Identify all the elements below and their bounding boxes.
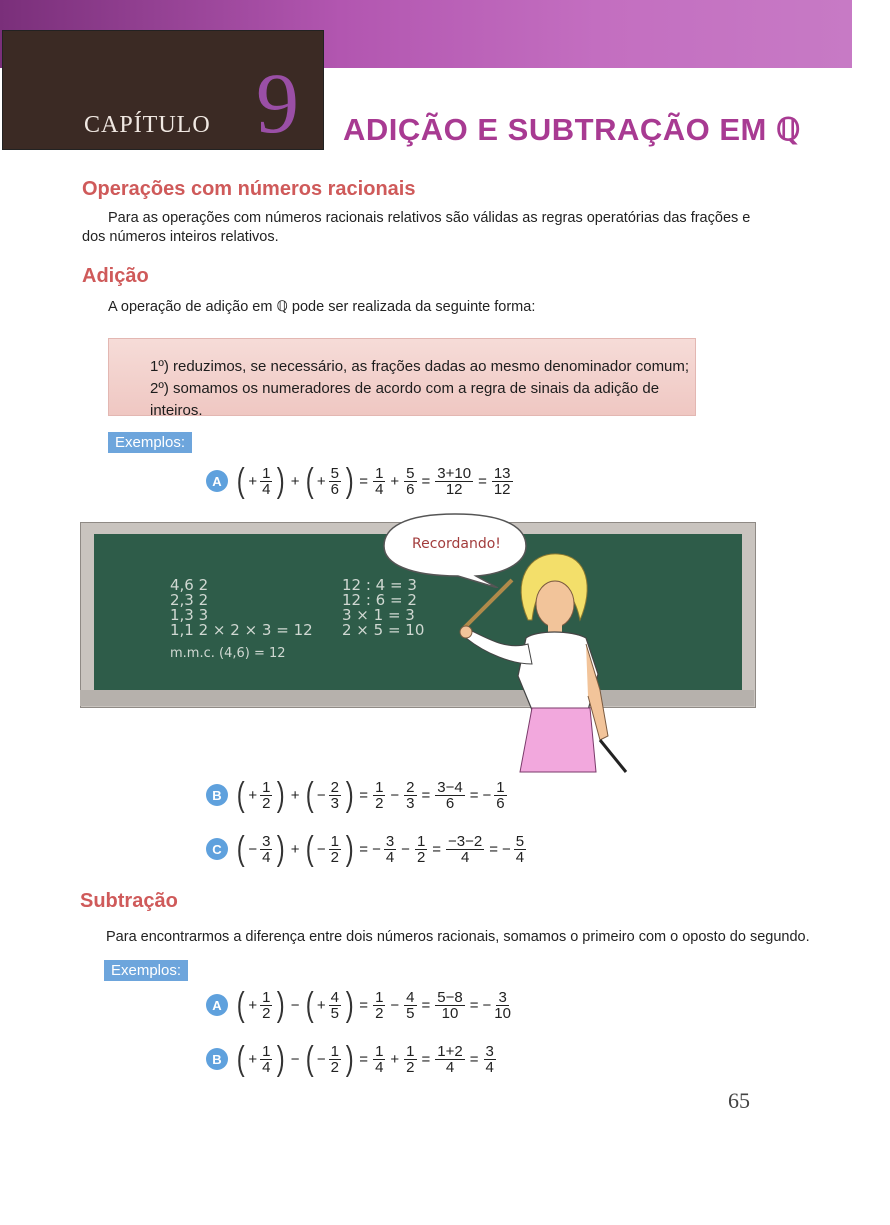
chapter-label: CAPÍTULO (84, 112, 211, 138)
rule-2: 2º) somamos os numeradores de acordo com a regra de sinais da adição de inteiros. (150, 380, 660, 419)
factor-line: 4,6 2 (170, 576, 209, 594)
fraction: $\frac{1}{2}$ (330, 1042, 339, 1076)
fraction: $\frac{3}{4}$ (262, 832, 271, 866)
fraction: $\frac{13}{12}$ (493, 464, 511, 498)
div-line: 2 × 5 = 10 (342, 621, 425, 639)
div-line: 12 : 4 = 3 (342, 576, 417, 594)
fraction: $\frac{1}{4}$ (375, 464, 384, 498)
examples-badge-subtraction: Exemplos: (104, 960, 188, 981)
chalkboard-ledge (80, 690, 754, 706)
fraction: $\frac{4}{5}$ (330, 988, 339, 1022)
subtraction-example-a: A ( + $\frac{1}{2}$ ) − ( + $\frac{4}{5}$ ) = $\frac{1}{2}$ − $\frac{4}{5}$ = $\frac{5-8}{10}$ = − $\frac{3}{10}$ (206, 988, 513, 1022)
fraction: $\frac{2}{3}$ (330, 778, 339, 812)
factorization-block (170, 578, 313, 661)
fraction: $\frac{1}{4}$ (262, 464, 271, 498)
fraction: $\frac{1}{2}$ (416, 832, 426, 866)
teacher-illustration (440, 540, 640, 780)
fraction: $\frac{3}{10}$ (494, 988, 511, 1022)
factor-line: 1,1 2 × 2 × 3 = 12 (170, 621, 313, 639)
example-letter: B (206, 784, 228, 806)
chapter-title: ADIÇÃO E SUBTRAÇÃO EM ℚ (343, 112, 801, 147)
fraction: $\frac{5-8}{10}$ (437, 988, 463, 1022)
fraction: $\frac{5}{4}$ (515, 832, 525, 866)
example-letter: A (206, 470, 228, 492)
fraction: $\frac{-3-2}{4}$ (448, 832, 483, 866)
fraction: $\frac{1}{4}$ (262, 1042, 271, 1076)
chapter-number: 9 (256, 55, 299, 151)
fraction: $\frac{3-4}{6}$ (437, 778, 463, 812)
operations-paragraph: Para as operações com números racionais relativos são válidas as regras operatórias das frações e dos números inteiros relativos. (82, 210, 751, 245)
mmc-line: m.m.c. (4,6) = 12 (170, 646, 286, 661)
addition-example-a: A ( + $\frac{1}{4}$ ) + ( + $\frac{5}{6}$ ) = $\frac{1}{4}$ + $\frac{5}{6}$ = $\frac{3+10}{12}$ = $\frac{13}{12}$ (206, 464, 515, 498)
fraction: $\frac{1}{4}$ (375, 1042, 384, 1076)
section-heading-operations: Operações com números racionais (82, 178, 416, 200)
section-heading-addition: Adição (82, 265, 149, 287)
example-letter: C (206, 838, 228, 860)
examples-badge: Exemplos: (108, 432, 192, 453)
fraction: $\frac{1}{2}$ (375, 988, 384, 1022)
fraction: $\frac{3}{4}$ (485, 1042, 494, 1076)
rules-box (108, 338, 696, 419)
example-letter: A (206, 994, 228, 1016)
fraction: $\frac{1}{2}$ (375, 778, 384, 812)
example-letter: B (206, 1048, 228, 1070)
fraction: $\frac{1}{2}$ (262, 988, 271, 1022)
fraction: $\frac{3+10}{12}$ (437, 464, 472, 498)
subtraction-paragraph: Para encontrarmos a diferença entre dois números racionais, somamos o primeiro com o oposto do segundo. (106, 929, 810, 945)
addition-intro: A operação de adição em ℚ pode ser realizada da seguinte forma: (108, 299, 536, 315)
subtraction-example-b: B ( + $\frac{1}{4}$ ) − ( − $\frac{1}{2}$ ) = $\frac{1}{4}$ + $\frac{1}{2}$ = $\frac{1+2}{4}$ = $\frac{3}{4}$ (206, 1042, 498, 1076)
fraction: $\frac{1}{2}$ (406, 1042, 415, 1076)
fraction: $\frac{1+2}{4}$ (437, 1042, 463, 1076)
rule-1: 1º) reduzimos, se necessário, as frações dadas ao mesmo denominador comum; (150, 358, 690, 375)
factor-line: 2,3 2 (170, 591, 209, 609)
section-heading-subtraction: Subtração (80, 890, 178, 912)
fraction: $\frac{3}{4}$ (385, 832, 395, 866)
fraction: $\frac{1}{2}$ (330, 832, 339, 866)
div-line: 3 × 1 = 3 (342, 606, 415, 624)
fraction: $\frac{1}{6}$ (496, 778, 505, 812)
factor-line: 1,3 3 (170, 606, 209, 624)
div-line: 12 : 6 = 2 (342, 591, 417, 609)
addition-example-c: C ( − $\frac{3}{4}$ ) + ( − $\frac{1}{2}$ ) = − $\frac{3}{4}$ − $\frac{1}{2}$ = $\frac{-3-2}{4}$ = − $\frac{5}{4}$ (206, 832, 528, 866)
fraction: $\frac{5}{6}$ (330, 464, 339, 498)
speech-text: Recordando! (412, 536, 501, 552)
fraction: $\frac{2}{3}$ (406, 778, 415, 812)
fraction: $\frac{4}{5}$ (406, 988, 415, 1022)
fraction: $\frac{1}{2}$ (262, 778, 271, 812)
addition-example-b: B ( + $\frac{1}{2}$ ) + ( − $\frac{2}{3}$ ) = $\frac{1}{2}$ − $\frac{2}{3}$ = $\frac{3-4}{6}$ = − $\frac{1}{6}$ (206, 778, 509, 812)
fraction: $\frac{5}{6}$ (406, 464, 415, 498)
page-number: 65 (728, 1088, 750, 1113)
